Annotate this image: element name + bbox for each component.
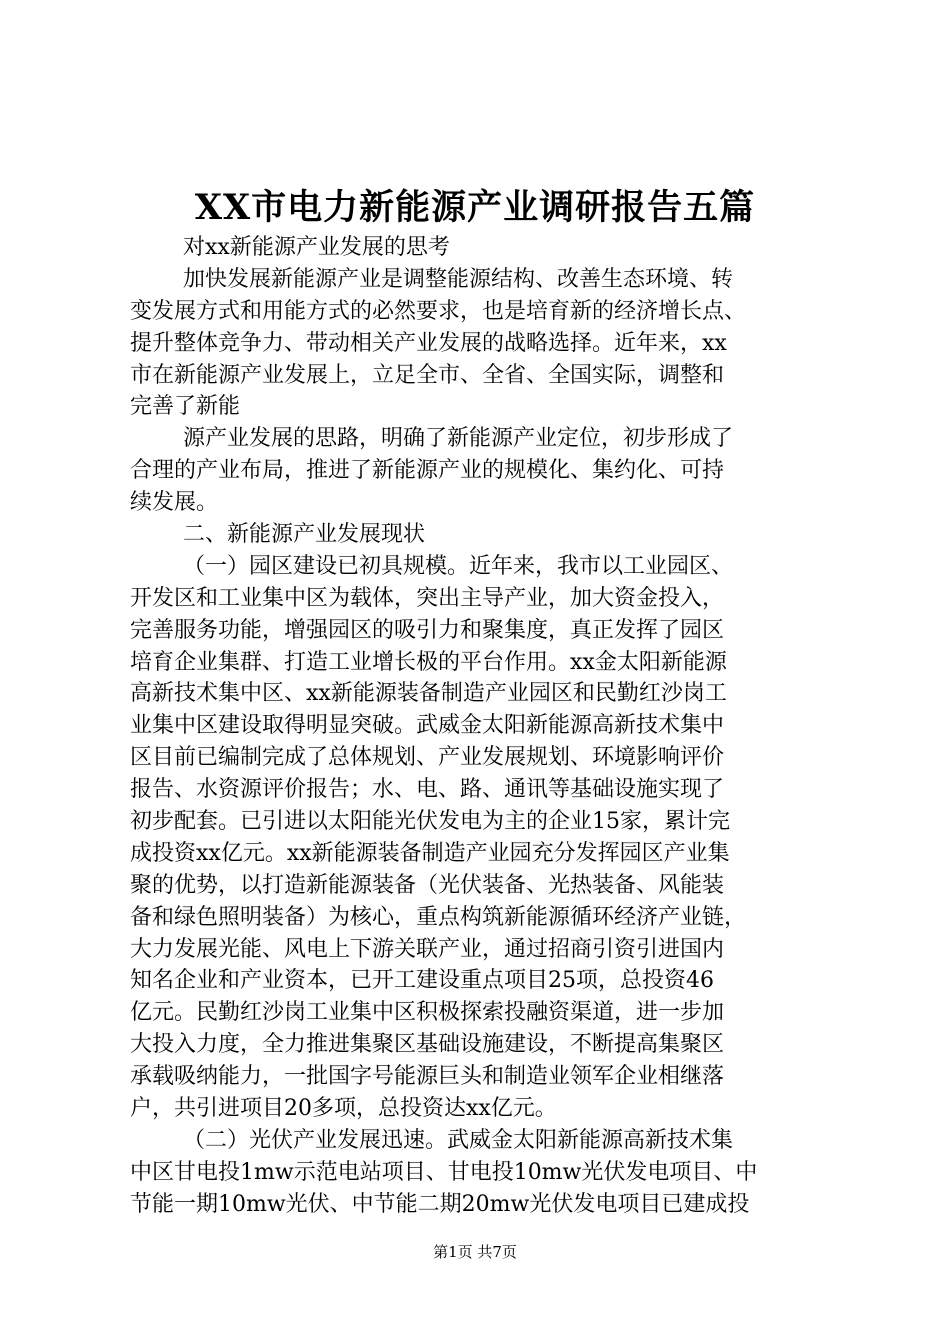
text-line: 备和绿色照明装备）为核心，重点构筑新能源循环经济产业链， <box>130 904 747 930</box>
document-title: XX市电力新能源产业调研报告五篇 <box>194 187 756 228</box>
text-line: 提升整体竞争力、带动相关产业发展的战略选择。近年来，xx <box>130 330 727 356</box>
text-line: 区目前已编制完成了总体规划、产业发展规划、环境影响评价 <box>130 745 725 771</box>
text-line: 大投入力度，全力推进集聚区基础设施建设，不断提高集聚区 <box>130 1032 725 1058</box>
text-line: 对xx新能源产业发展的思考 <box>183 235 450 260</box>
text-line: 知名企业和产业资本，已开工建设重点项目25项，总投资46 <box>130 968 714 994</box>
text-line: 大力发展光能、风电上下游关联产业，通过招商引资引进国内 <box>130 936 725 962</box>
text-line: 亿元。民勤红沙岗工业集中区积极探索投融资渠道，进一步加 <box>130 1000 725 1026</box>
text-line: 完善服务功能，增强园区的吸引力和聚集度，真正发挥了园区 <box>130 617 725 643</box>
page-footer: 第1页 共7页 <box>433 1243 517 1261</box>
text-line: 培育企业集群、打造工业增长极的平台作用。xx金太阳新能源 <box>130 649 727 675</box>
text-line: 聚的优势，以打造新能源装备（光伏装备、光热装备、风能装 <box>130 872 725 898</box>
text-line: 业集中区建设取得明显突破。武威金太阳新能源高新技术集中 <box>130 713 725 739</box>
text-line: 加快发展新能源产业是调整能源结构、改善生态环境、转 <box>183 266 734 292</box>
text-line: 节能一期10mw光伏、中节能二期20mw光伏发电项目已建成投 <box>130 1191 750 1217</box>
text-line: 户，共引进项目20多项，总投资达xx亿元。 <box>130 1096 557 1122</box>
text-line: 合理的产业布局，推进了新能源产业的规模化、集约化、可持 <box>130 458 725 484</box>
text-line: 中区甘电投1mw示范电站项目、甘电投10mw光伏发电项目、中 <box>130 1159 758 1185</box>
text-line: （二）光伏产业发展迅速。武威金太阳新能源高新技术集 <box>183 1127 734 1153</box>
text-line: 源产业发展的思路，明确了新能源产业定位，初步形成了 <box>183 426 734 452</box>
text-line: 开发区和工业集中区为载体，突出主导产业，加大资金投入， <box>130 585 725 611</box>
text-line: 报告、水资源评价报告；水、电、路、通讯等基础设施实现了 <box>130 777 725 803</box>
text-line: 变发展方式和用能方式的必然要求，也是培育新的经济增长点、 <box>130 298 747 324</box>
text-line: 初步配套。已引进以太阳能光伏发电为主的企业15家，累计完 <box>130 809 730 835</box>
text-line: 完善了新能 <box>130 394 241 420</box>
text-line: 市在新能源产业发展上，立足全市、全省、全国实际，调整和 <box>130 362 725 388</box>
text-line: （一）园区建设已初具规模。近年来，我市以工业园区、 <box>183 553 734 579</box>
document-body <box>130 232 850 1221</box>
text-line: 高新技术集中区、xx新能源装备制造产业园区和民勤红沙岗工 <box>130 681 727 707</box>
text-line: 续发展。 <box>130 490 219 516</box>
text-line: 承载吸纳能力，一批国字号能源巨头和制造业领军企业相继落 <box>130 1064 725 1090</box>
text-line: 成投资xx亿元。xx新能源装备制造产业园充分发挥园区产业集 <box>130 840 730 866</box>
text-line: 二、新能源产业发展现状 <box>183 522 426 548</box>
